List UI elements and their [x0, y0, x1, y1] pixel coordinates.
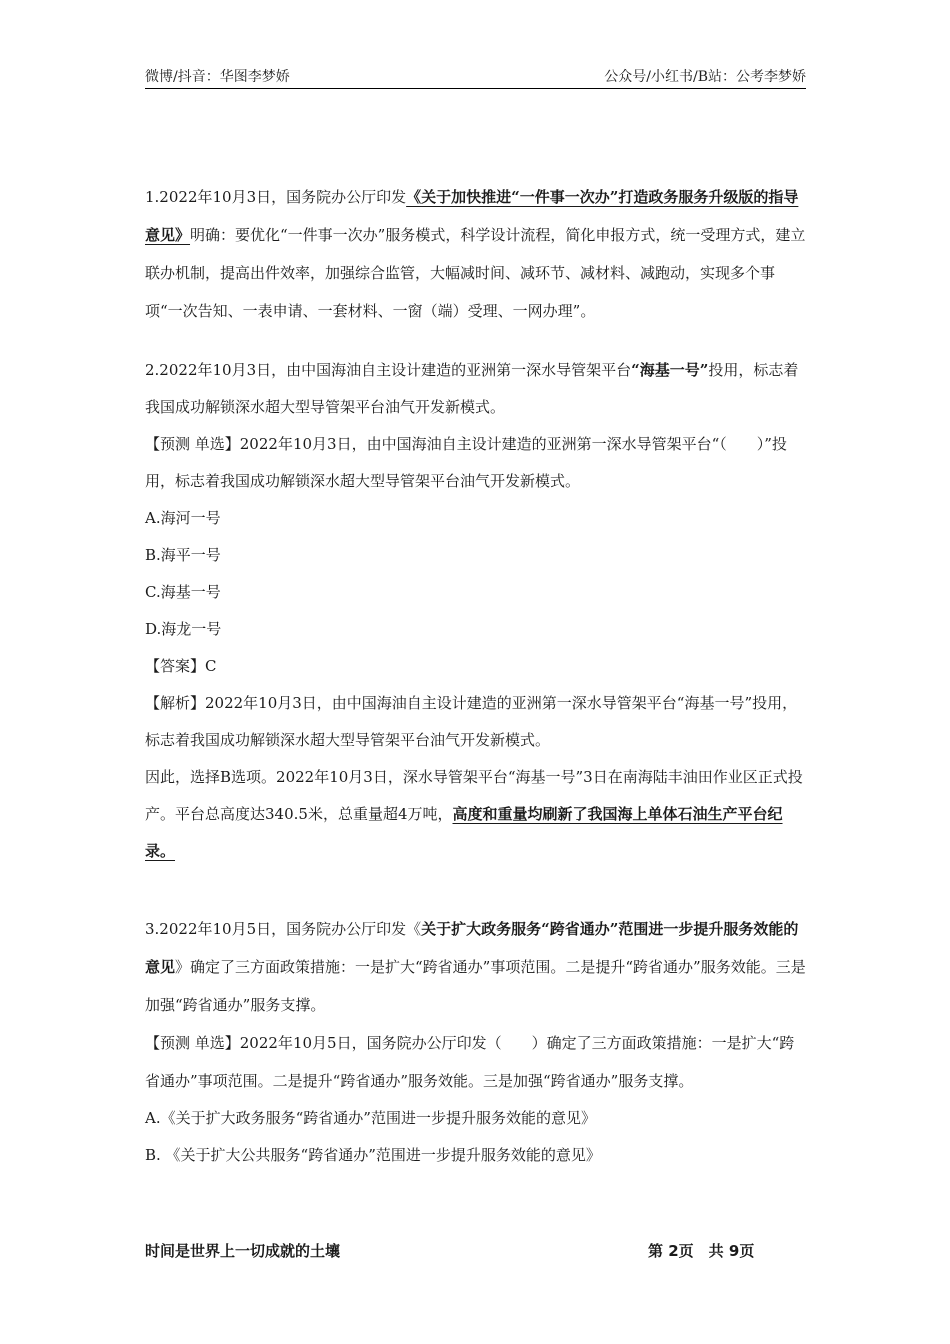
header-right-text: 公众号/小红书/B站：公考李梦娇	[604, 69, 806, 85]
item-2-body: 投用，标志着我国成功解锁深水超大型导管架平台油气开发新模式。	[145, 361, 799, 416]
page-header	[145, 66, 806, 89]
item-2-name: “海基一号”	[631, 361, 709, 379]
document-body	[145, 178, 806, 1174]
item-2-analysis: 【解析】2022年10月3日，由中国海油自主设计建造的亚洲第一深水导管架平台“海基一号”投用，标志着我国成功解锁深水超大型导管架平台油气开发新模式。	[145, 694, 798, 749]
footer-motto: 时间是世界上一切成就的土壤	[145, 1242, 341, 1260]
item-1-intro: 1.2022年10月3日，国务院办公厅印发	[145, 188, 407, 206]
item-2-extra	[145, 759, 806, 870]
item-3-question: 【预测 单选】2022年10月5日，国务院办公厅印发（ ）确定了三方面政策措施：一是扩大“跨省通办”事项范围。二是提升“跨省通办”服务效能。三是加强“跨省通办”服务支撑。	[145, 1034, 795, 1090]
item-1-body: 明确：要优化“一件事一次办”服务模式，科学设计流程，简化申报方式，统一受理方式，建立联办机制，提高出件效率，加强综合监管，大幅减时间、减环节、减材料、减跑动，实现多个事项“一次告知、一表申请、一套材料、一窗（端）受理、一网办理”。	[145, 226, 806, 320]
item-2-intro: 2.2022年10月3日，由中国海油自主设计建造的亚洲第一深水导管架平台	[145, 361, 632, 379]
item-1-paragraph	[145, 178, 806, 330]
item-2-question: 【预测 单选】2022年10月3日，由中国海油自主设计建造的亚洲第一深水导管架平台“（ ）”投用，标志着我国成功解锁深水超大型导管架平台油气开发新模式。	[145, 435, 787, 490]
header-left-text: 微博/抖音：华图李梦娇	[145, 69, 290, 85]
item-1-title: 《关于加快推进“一件事一次办”打造政务服务升级版的指导意见》	[145, 188, 799, 244]
item-2-extra-text: 因此，选择B选项。2022年10月3日，深水导管架平台“海基一号”3日在南海陆丰油田作业区正式投产。平台总高度达340.5米，总重量超4万吨，	[145, 768, 803, 823]
page-number: 第 2页 共 9页	[648, 1242, 755, 1260]
item-2-option-a: A.海河一号	[145, 509, 221, 527]
item-2-option-b: B.海平一号	[145, 546, 221, 564]
item-3-intro: 3.2022年10月5日，国务院办公厅印发《	[145, 920, 422, 938]
item-2-option-c: C.海基一号	[145, 583, 221, 601]
item-2-answer: 【答案】C	[145, 657, 217, 675]
item-3-body: 》确定了三方面政策措施：一是扩大“跨省通办”事项范围。二是提升“跨省通办”服务效能。三是加强“跨省通办”服务支撑。	[145, 958, 806, 1014]
item-2-option-d: D.海龙一号	[145, 620, 222, 638]
item-3-option-a: A.《关于扩大政务服务“跨省通办”范围进一步提升服务效能的意见》	[145, 1109, 596, 1127]
item-2-extra-underlined: 高度和重量均刷新了我国海上单体石油生产平台纪录。	[145, 805, 783, 860]
item-3-paragraph	[145, 910, 806, 1024]
item-2-paragraph	[145, 352, 806, 426]
item-3-option-b: B. 《关于扩大公共服务“跨省通办”范围进一步提升服务效能的意见》	[145, 1146, 601, 1164]
page-footer	[145, 1240, 806, 1264]
item-3-title: 关于扩大政务服务“跨省通办”范围进一步提升服务效能的意见	[145, 920, 799, 976]
